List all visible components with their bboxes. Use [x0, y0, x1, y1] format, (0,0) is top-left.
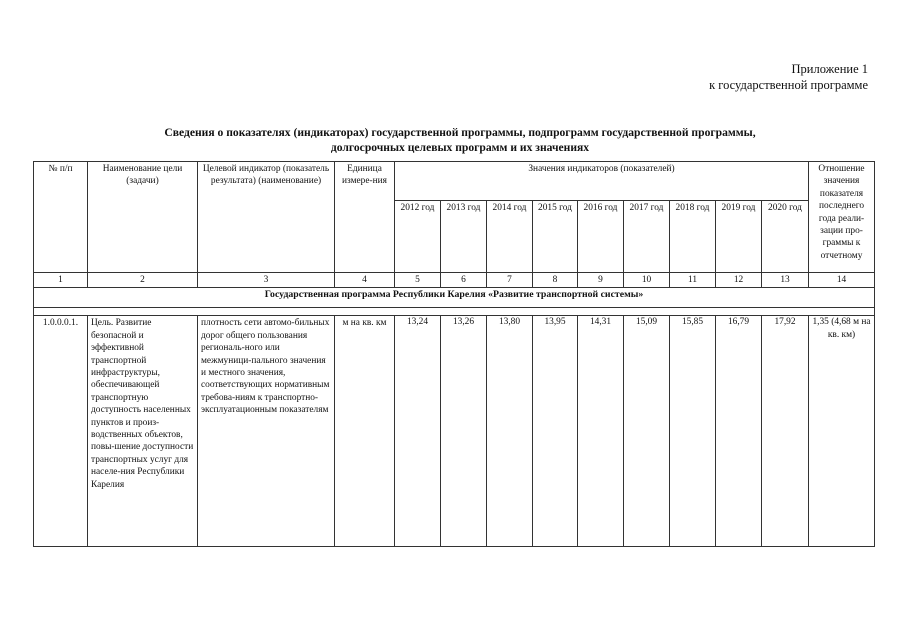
header-year: 2013 год: [441, 201, 487, 273]
column-number: 5: [395, 273, 441, 288]
column-number: 10: [624, 273, 670, 288]
header-unit: Единица измере-ния: [335, 162, 395, 273]
row-value: 14,31: [578, 316, 624, 547]
column-number: 2: [88, 273, 198, 288]
document-title: [40, 126, 880, 155]
row-value: 13,24: [395, 316, 441, 547]
header-goal: Наименование цели (задачи): [88, 162, 198, 273]
column-number: 8: [533, 273, 578, 288]
column-number: 12: [716, 273, 762, 288]
row-num: 1.0.0.0.1.: [34, 316, 88, 547]
header-year: 2017 год: [624, 201, 670, 273]
header-year: 2019 год: [716, 201, 762, 273]
column-number: 14: [809, 273, 875, 288]
row-value: 15,85: [670, 316, 716, 547]
header-year: 2012 год: [395, 201, 441, 273]
header-num: № п/п: [34, 162, 88, 273]
header-ratio: Отношение значения показателя последнего года реали-зации про-граммы к отчетному: [809, 162, 875, 273]
program-title-row: Государственная программа Республики Карелия «Развитие транспортной системы»: [34, 288, 875, 308]
row-value: 17,92: [762, 316, 809, 547]
document-title-line-2: долгосрочных целевых программ и их значениях: [330, 140, 590, 154]
row-value: 13,80: [487, 316, 533, 547]
column-number: 11: [670, 273, 716, 288]
column-number: 13: [762, 273, 809, 288]
header-year: 2015 год: [533, 201, 578, 273]
document-title-line-1: Сведения о показателях (индикаторах) государственной программы, подпрограмм государственной программы,: [164, 126, 756, 139]
appendix-line-2: к государственной программе: [709, 78, 868, 92]
row-unit: м на кв. км: [335, 316, 395, 547]
row-goal: Цель. Развитие безопасной и эффективной транспортной инфраструктуры, обеспечивающей транспортную доступность населенных пунктов и произ-водственных объектов, повы-шение доступности транспортных услуг для населе-ния Республики Карелия: [88, 316, 198, 547]
header-indicator: Целевой индикатор (показатель результата) (наименование): [198, 162, 335, 273]
column-number: 3: [198, 273, 335, 288]
indicators-table: [33, 161, 875, 547]
column-number: 9: [578, 273, 624, 288]
header-year: 2016 год: [578, 201, 624, 273]
column-number: 1: [34, 273, 88, 288]
header-values-group: Значения индикаторов (показателей): [395, 162, 809, 201]
appendix-line-1: Приложение 1: [791, 62, 868, 76]
row-value: 15,09: [624, 316, 670, 547]
header-year: 2020 год: [762, 201, 809, 273]
header-year: 2014 год: [487, 201, 533, 273]
column-number: 7: [487, 273, 533, 288]
row-ratio: 1,35 (4,68 м на кв. км): [809, 316, 875, 547]
header-year: 2018 год: [670, 201, 716, 273]
column-number: 6: [441, 273, 487, 288]
row-value: 13,26: [441, 316, 487, 547]
section-spacer: [34, 308, 875, 316]
row-value: 13,95: [533, 316, 578, 547]
row-value: 16,79: [716, 316, 762, 547]
appendix-caption: [709, 61, 868, 93]
row-indicator: плотность сети автомо-бильных дорог общего пользования региональ-ного или межмуници-пального значения и местного значения, соответствующих нормативным требова-ниям к транспортно-эксплуатационным показателям: [198, 316, 335, 547]
column-number: 4: [335, 273, 395, 288]
